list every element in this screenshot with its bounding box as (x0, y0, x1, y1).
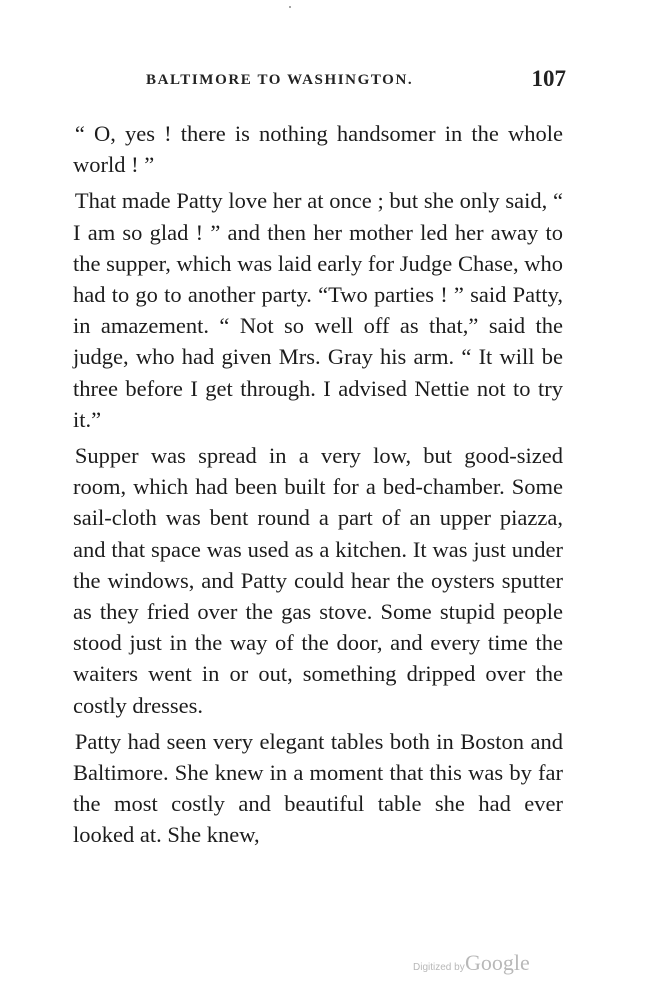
paragraph-3: Supper was spread in a very low, but good-sized room, which had been built for a bed-chamber. Some sail-cloth was bent round a part of an upper piazza, and that space was used as a kitchen. It was just under the windows, and Patty could hear the oysters sputter as they fried over the gas stove. Some stupid people stood just in the way of the door, and every time the waiters went in or out, something dripped over the costly dresses. (73, 443, 563, 718)
digitized-watermark (413, 950, 563, 980)
running-title: BALTIMORE TO WASHINGTON. (146, 72, 414, 88)
watermark-brand: Google (465, 950, 530, 975)
page-header (146, 66, 566, 98)
paragraph-4: Patty had seen very elegant tables both in Boston and Baltimore. She knew in a moment that this was by far the most costly and beautiful table she had ever looked at. She knew, (73, 728, 563, 848)
paragraph-1: “ O, yes ! there is nothing handsomer in the whole world ! ” (73, 121, 563, 178)
body-text (73, 118, 563, 851)
paragraph-2: That made Patty love her at once ; but she only said, “ I am so glad ! ” and then her mother led her away to the supper, which was laid early for Judge Chase, who had to go to another party. “Two parties ! ” said Patty, in amazement. “ Not so well off as that,” said the judge, who had given Mrs. Gray his arm. “ It will be three before I get through. I advised Nettie not to try it.” (73, 188, 563, 432)
watermark-prefix: Digitized by (413, 962, 465, 973)
print-speck (289, 6, 291, 8)
page-number: 107 (531, 66, 566, 91)
